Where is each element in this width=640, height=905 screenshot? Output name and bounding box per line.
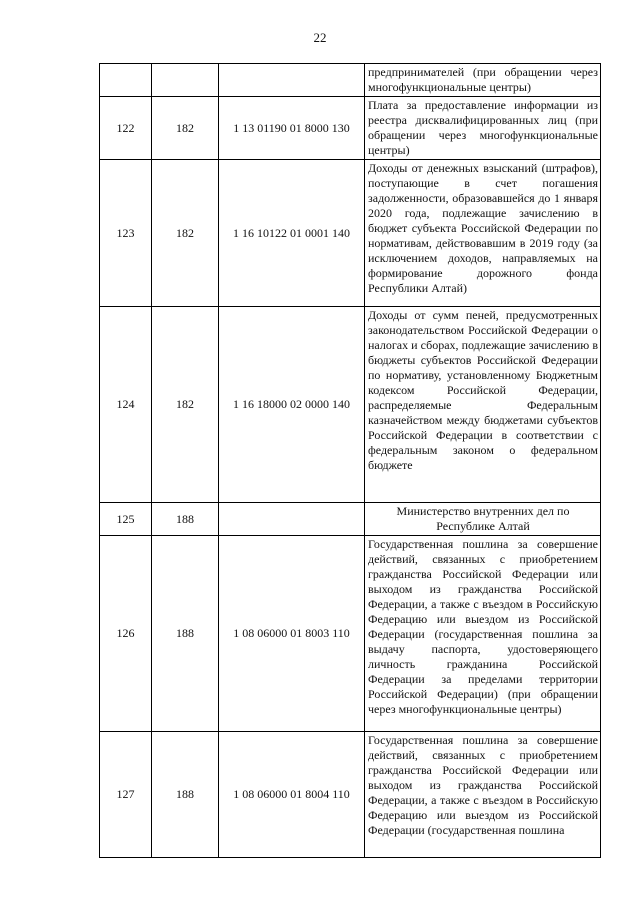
revenue-description-cell: предпринимателей (при обращении через многофункциональные центры): [365, 64, 601, 97]
budget-classification-code-cell: 1 16 18000 02 0000 140: [219, 307, 365, 503]
row-number-cell: [100, 64, 152, 97]
revenue-description-cell: Доходы от денежных взысканий (штрафов), поступающие в счет погашения задолженности, образовавшейся до 1 января 2020 года, подлежащие зачислению в бюджет субъекта Российской Федерации по нормативам, действовавшим в 2019 году (за исключением доходов, направляемых на формирование дорожного фонда Республики Алтай): [365, 160, 601, 307]
budget-classification-code-cell: [219, 503, 365, 536]
revenue-description-cell: Плата за предоставление информации из реестра дисквалифицированных лиц (при обращении через многофункциональные центры): [365, 97, 601, 160]
row-number-cell: 126: [100, 536, 152, 732]
budget-classification-code-cell: 1 13 01190 01 8000 130: [219, 97, 365, 160]
row-number-cell: 124: [100, 307, 152, 503]
table-row: [100, 503, 601, 536]
revenue-description-cell: Государственная пошлина за совершение действий, связанных с приобретением гражданства Российской Федерации или выходом из гражданства Российской Федерации, а также с въездом в Российскую Федерацию или выездом из Российской Федерации (государственная пошлина: [365, 732, 601, 858]
administrator-code-cell: [152, 64, 219, 97]
administrator-code-cell: 188: [152, 503, 219, 536]
row-number-cell: 123: [100, 160, 152, 307]
revenue-description-cell: Государственная пошлина за совершение действий, связанных с приобретением гражданства Российской Федерации или выходом из гражданства Российской Федерации, а также с въездом в Российскую Федерацию или выездом из Российской Федерации (государственная пошлина за выдачу паспорта, удостоверяющего личность гражданина Российской Федерации за пределами территории Российской Федерации) (при обращении через многофункциональные центры): [365, 536, 601, 732]
row-number-cell: 125: [100, 503, 152, 536]
administrator-code-cell: 188: [152, 536, 219, 732]
table-row: [100, 64, 601, 97]
budget-classification-code-cell: [219, 64, 365, 97]
table-row: [100, 307, 601, 503]
administrator-code-cell: 188: [152, 732, 219, 858]
row-number-cell: 122: [100, 97, 152, 160]
administrator-code-cell: 182: [152, 160, 219, 307]
revenue-classification-table: [99, 63, 601, 858]
table-row: [100, 160, 601, 307]
page-number: 22: [313, 30, 327, 45]
budget-classification-code-cell: 1 16 10122 01 0001 140: [219, 160, 365, 307]
table-row: [100, 536, 601, 732]
budget-classification-code-cell: 1 08 06000 01 8003 110: [219, 536, 365, 732]
administrator-name-cell: Министерство внутренних дел по Республике Алтай: [365, 503, 601, 536]
table-row: [100, 97, 601, 160]
table-row: [100, 732, 601, 858]
administrator-code-cell: 182: [152, 97, 219, 160]
row-number-cell: 127: [100, 732, 152, 858]
budget-classification-code-cell: 1 08 06000 01 8004 110: [219, 732, 365, 858]
administrator-code-cell: 182: [152, 307, 219, 503]
revenue-description-cell: Доходы от сумм пеней, предусмотренных законодательством Российской Федерации о налогах и сборах, подлежащие зачислению в бюджеты субъектов Российской Федерации по нормативу, установленному Бюджетным кодексом Российской Федерации, распределяемые Федеральным казначейством между бюджетами субъектов Российской Федерации в соответствии с федеральным законом о федеральном бюджете: [365, 307, 601, 503]
